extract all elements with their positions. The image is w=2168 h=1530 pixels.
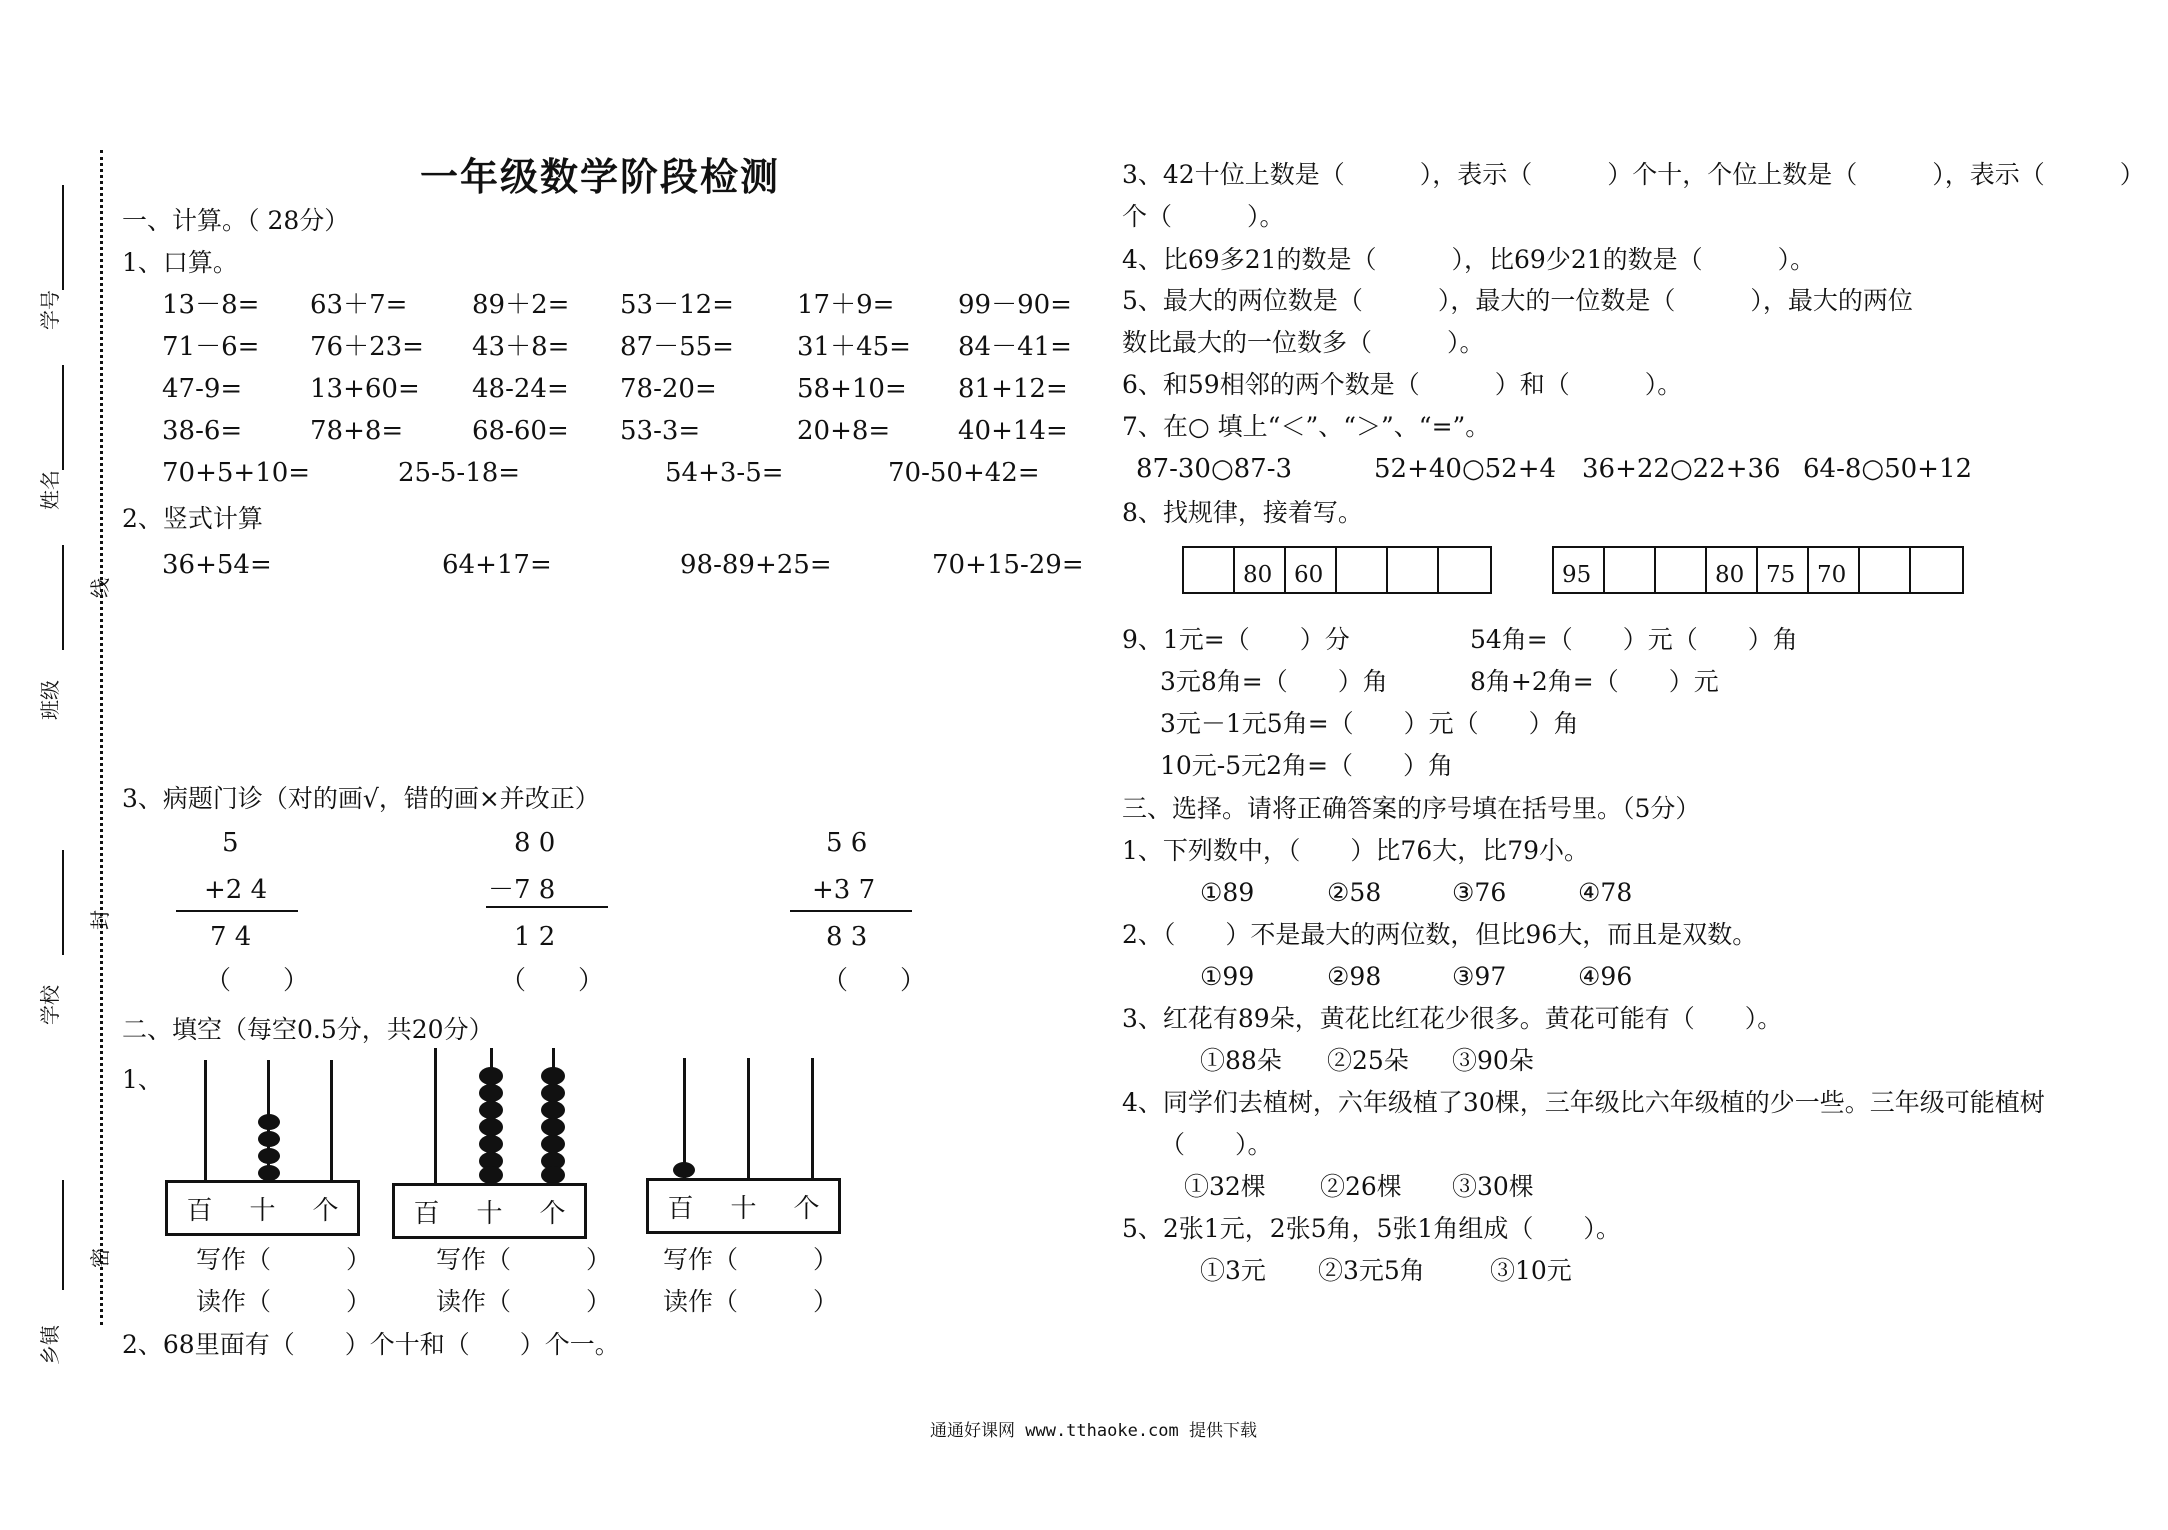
abacus-rod bbox=[811, 1058, 814, 1180]
blank-line bbox=[62, 185, 64, 290]
fill-q1-label: 1、 bbox=[122, 1065, 163, 1094]
choice-option[interactable]: ②58 bbox=[1327, 878, 1382, 907]
diagnosis-label: 3、病题门诊（对的画√，错的画×并改正） bbox=[122, 784, 600, 813]
abacus-bead bbox=[541, 1084, 565, 1102]
oral-item: 47-9= bbox=[162, 374, 243, 404]
pattern-cell: 80 bbox=[1235, 548, 1286, 592]
oral-item: 43＋8= bbox=[472, 332, 570, 362]
write-as-blank[interactable]: 写作（ ） bbox=[436, 1245, 612, 1274]
abacus-bead bbox=[541, 1101, 565, 1119]
place-ones: 个 bbox=[539, 1198, 566, 1229]
pattern-cell[interactable] bbox=[1656, 548, 1707, 592]
oral-item: 17＋9= bbox=[797, 290, 895, 320]
diag-result: 7 4 bbox=[210, 922, 252, 952]
vertical-label: 2、竖式计算 bbox=[122, 504, 263, 533]
abacus-base bbox=[646, 1178, 841, 1234]
abacus-base bbox=[165, 1180, 360, 1236]
write-as-blank[interactable]: 写作（ ） bbox=[196, 1245, 372, 1274]
label-student-id: 学号 bbox=[38, 290, 62, 330]
place-tens: 十 bbox=[730, 1193, 757, 1224]
choice-option[interactable]: ②98 bbox=[1327, 962, 1382, 991]
diag-answer-paren[interactable]: （ ） bbox=[205, 966, 310, 996]
footer-credit: 通通好课网 www.tthaoke.com 提供下载 bbox=[930, 1421, 1257, 1441]
place-ones: 个 bbox=[312, 1195, 339, 1226]
fill-q7: 7、在○ 填上“＜”、“＞”、“=”。 bbox=[1122, 412, 1491, 441]
fill-q5-line2: 数比最大的一位数多（ ）。 bbox=[1122, 328, 1485, 357]
compare-item: 52+40○52+4 bbox=[1374, 454, 1557, 484]
choice-option[interactable]: ③30棵 bbox=[1452, 1172, 1534, 1201]
oral-item: 40+14= bbox=[958, 416, 1068, 446]
choice-option[interactable]: ②25朵 bbox=[1327, 1046, 1409, 1075]
pattern-grid-2 bbox=[1552, 546, 1964, 594]
oral-item: 76＋23= bbox=[310, 332, 424, 362]
oral-item: 13+60= bbox=[310, 374, 420, 404]
oral-item: 89＋2= bbox=[472, 290, 570, 320]
abacus-bead bbox=[479, 1166, 503, 1184]
blank-line bbox=[62, 545, 64, 650]
blank-line bbox=[62, 365, 64, 470]
label-name: 姓名 bbox=[38, 470, 62, 510]
diag-rule bbox=[790, 910, 912, 912]
money-item: 3元8角=（ ）角 bbox=[1160, 667, 1388, 696]
oral-item: 71－6= bbox=[162, 332, 260, 362]
place-tens: 十 bbox=[249, 1195, 276, 1226]
pattern-cell[interactable] bbox=[1337, 548, 1388, 592]
choice-option[interactable]: ③97 bbox=[1452, 962, 1507, 991]
read-as-blank[interactable]: 读作（ ） bbox=[663, 1287, 839, 1316]
fill-q3-line2: 个（ ）。 bbox=[1122, 202, 1285, 231]
oral-item: 78-20= bbox=[620, 374, 717, 404]
abacus-bead bbox=[541, 1166, 565, 1184]
label-class: 班级 bbox=[38, 680, 62, 720]
pattern-cell[interactable] bbox=[1184, 548, 1235, 592]
oral-item: 87－55= bbox=[620, 332, 734, 362]
choice-option[interactable]: ①89 bbox=[1200, 878, 1255, 907]
place-hundreds: 百 bbox=[186, 1195, 213, 1226]
oral-item: 99－90= bbox=[958, 290, 1072, 320]
read-as-blank[interactable]: 读作（ ） bbox=[196, 1287, 372, 1316]
choice-option[interactable]: ②3元5角 bbox=[1318, 1256, 1425, 1285]
choice-option[interactable]: ④78 bbox=[1578, 878, 1633, 907]
choice-option[interactable]: ③90朵 bbox=[1452, 1046, 1534, 1075]
pattern-grid-1 bbox=[1182, 546, 1492, 594]
section3-heading: 三、选择。请将正确答案的序号填在括号里。（5分） bbox=[1122, 794, 1701, 823]
pattern-cell: 95 bbox=[1554, 548, 1605, 592]
pattern-cell[interactable] bbox=[1860, 548, 1911, 592]
oral-item: 68-60= bbox=[472, 416, 569, 446]
abacus-bead bbox=[673, 1162, 695, 1178]
compare-item: 87-30○87-3 bbox=[1136, 454, 1293, 484]
diag-top: 5 bbox=[222, 828, 239, 858]
oral-item: 38-6= bbox=[162, 416, 243, 446]
abacus-bead bbox=[541, 1118, 565, 1136]
oral-item: 48-24= bbox=[472, 374, 569, 404]
blank-line bbox=[62, 850, 64, 955]
abacus-bead bbox=[479, 1118, 503, 1136]
choice-option[interactable]: ②26棵 bbox=[1320, 1172, 1402, 1201]
choice-option[interactable]: ③10元 bbox=[1490, 1256, 1572, 1285]
fill-q3-line1: 3、42十位上数是（ ），表示（ ）个十，个位上数是（ ），表示（ ） bbox=[1122, 160, 2145, 189]
vertical-item: 98-89+25= bbox=[680, 550, 832, 580]
cut-mark-close: 密 bbox=[88, 1248, 112, 1268]
diag-mid: +2 4 bbox=[204, 875, 268, 905]
fill-q2: 2、68里面有（ ）个十和（ ）个一。 bbox=[122, 1330, 620, 1359]
oral-item: 70+5+10= bbox=[162, 458, 311, 488]
oral-item: 31＋45= bbox=[797, 332, 911, 362]
choice-option[interactable]: ①88朵 bbox=[1200, 1046, 1282, 1075]
place-ones: 个 bbox=[793, 1193, 820, 1224]
oral-label: 1、口算。 bbox=[122, 248, 238, 277]
pattern-cell[interactable] bbox=[1439, 548, 1490, 592]
diag-answer-paren[interactable]: （ ） bbox=[500, 966, 605, 996]
choice-question: 1、下列数中，（ ）比76大，比79小。 bbox=[1122, 836, 1590, 865]
abacus-bead bbox=[479, 1067, 503, 1085]
abacus-bead bbox=[479, 1101, 503, 1119]
read-as-blank[interactable]: 读作（ ） bbox=[436, 1287, 612, 1316]
abacus-bead bbox=[541, 1067, 565, 1085]
diag-top: 8 0 bbox=[514, 828, 556, 858]
fill-q4: 4、比69多21的数是（ ），比69少21的数是（ ）。 bbox=[1122, 245, 1816, 274]
place-tens: 十 bbox=[476, 1198, 503, 1229]
oral-item: 84－41= bbox=[958, 332, 1072, 362]
abacus-rod bbox=[747, 1058, 750, 1180]
cut-mark-seal: 封 bbox=[88, 910, 112, 930]
oral-item: 81+12= bbox=[958, 374, 1068, 404]
abacus-bead bbox=[479, 1135, 503, 1153]
money-item: 9、1元=（ ）分 bbox=[1122, 625, 1350, 654]
abacus-bead bbox=[541, 1135, 565, 1153]
oral-item: 20+8= bbox=[797, 416, 891, 446]
oral-item: 53-3= bbox=[620, 416, 701, 446]
compare-item: 64-8○50+12 bbox=[1803, 454, 1973, 484]
section1-heading: 一、计算。（ 28分） bbox=[122, 206, 350, 235]
oral-item: 58+10= bbox=[797, 374, 907, 404]
pattern-cell[interactable] bbox=[1605, 548, 1656, 592]
label-school: 学校 bbox=[38, 985, 62, 1025]
choice-option[interactable]: ④96 bbox=[1578, 962, 1633, 991]
place-hundreds: 百 bbox=[413, 1198, 440, 1229]
fill-q6: 6、和59相邻的两个数是（ ）和（ ）。 bbox=[1122, 370, 1683, 399]
abacus-rod bbox=[434, 1048, 437, 1183]
money-item: 54角=（ ）元（ ）角 bbox=[1470, 625, 1798, 654]
choice-question: 4、同学们去植树，六年级植了30棵，三年级比六年级植的少一些。三年级可能植树 bbox=[1122, 1088, 2045, 1117]
section2-heading: 二、填空（每空0.5分，共20分） bbox=[122, 1015, 494, 1044]
compare-item: 36+22○22+36 bbox=[1582, 454, 1781, 484]
abacus-base bbox=[392, 1183, 587, 1239]
abacus-bead bbox=[258, 1131, 280, 1147]
pattern-cell: 60 bbox=[1286, 548, 1337, 592]
pattern-cell: 80 bbox=[1707, 548, 1758, 592]
choice-option[interactable]: ①32棵 bbox=[1184, 1172, 1266, 1201]
choice-question: 5、2张1元，2张5角，5张1角组成（ ）。 bbox=[1122, 1214, 1621, 1243]
money-item: 8角+2角=（ ）元 bbox=[1470, 667, 1719, 696]
oral-item: 70-50+42= bbox=[888, 458, 1040, 488]
diag-mid: －7 8 bbox=[488, 875, 556, 905]
oral-item: 25-5-18= bbox=[398, 458, 521, 488]
pattern-cell[interactable] bbox=[1388, 548, 1439, 592]
label-town: 乡镇 bbox=[38, 1325, 62, 1365]
choice-question: 2、（ ）不是最大的两位数，但比96大，而且是双数。 bbox=[1122, 920, 1758, 949]
diag-rule bbox=[176, 910, 298, 912]
choice-option[interactable]: ①3元 bbox=[1200, 1256, 1266, 1285]
diag-result: 1 2 bbox=[514, 922, 556, 952]
oral-item: 63＋7= bbox=[310, 290, 408, 320]
diag-mid: +3 7 bbox=[812, 875, 876, 905]
cut-mark-line: 线 bbox=[88, 578, 112, 598]
oral-item: 13－8= bbox=[162, 290, 260, 320]
choice-option[interactable]: ③76 bbox=[1452, 878, 1507, 907]
write-as-blank[interactable]: 写作（ ） bbox=[663, 1245, 839, 1274]
abacus-bead bbox=[258, 1148, 280, 1164]
fill-q5-line1: 5、最大的两位数是（ ），最大的一位数是（ ），最大的两位 bbox=[1122, 286, 1913, 315]
abacus-bead bbox=[258, 1114, 280, 1130]
place-hundreds: 百 bbox=[667, 1193, 694, 1224]
diag-result: 8 3 bbox=[826, 922, 868, 952]
money-item: 10元-5元2角=（ ）角 bbox=[1160, 751, 1454, 780]
money-item: 3元－1元5角=（ ）元（ ）角 bbox=[1160, 709, 1579, 738]
abacus-rod bbox=[330, 1060, 333, 1180]
choice-question-cont: （ ）。 bbox=[1160, 1130, 1273, 1159]
blank-line bbox=[62, 1180, 64, 1290]
fill-q8: 8、找规律，接着写。 bbox=[1122, 498, 1363, 527]
vertical-item: 36+54= bbox=[162, 550, 272, 580]
abacus-bead bbox=[258, 1165, 280, 1181]
diag-answer-paren[interactable]: （ ） bbox=[822, 966, 927, 996]
pattern-cell[interactable] bbox=[1911, 548, 1962, 592]
choice-question: 3、红花有89朵，黄花比红花少很多。黄花可能有（ ）。 bbox=[1122, 1004, 1783, 1033]
pattern-cell: 70 bbox=[1809, 548, 1860, 592]
abacus-rod bbox=[204, 1060, 207, 1180]
oral-item: 53－12= bbox=[620, 290, 734, 320]
diag-top: 5 6 bbox=[826, 828, 868, 858]
choice-option[interactable]: ①99 bbox=[1200, 962, 1255, 991]
page-title: 一年级数学阶段检测 bbox=[420, 154, 781, 199]
vertical-item: 70+15-29= bbox=[932, 550, 1084, 580]
oral-item: 78+8= bbox=[310, 416, 404, 446]
diag-rule bbox=[486, 906, 608, 908]
abacus-bead bbox=[479, 1084, 503, 1102]
dotted-cut-line bbox=[100, 150, 103, 1325]
pattern-cell: 75 bbox=[1758, 548, 1809, 592]
vertical-item: 64+17= bbox=[442, 550, 552, 580]
oral-item: 54+3-5= bbox=[665, 458, 784, 488]
